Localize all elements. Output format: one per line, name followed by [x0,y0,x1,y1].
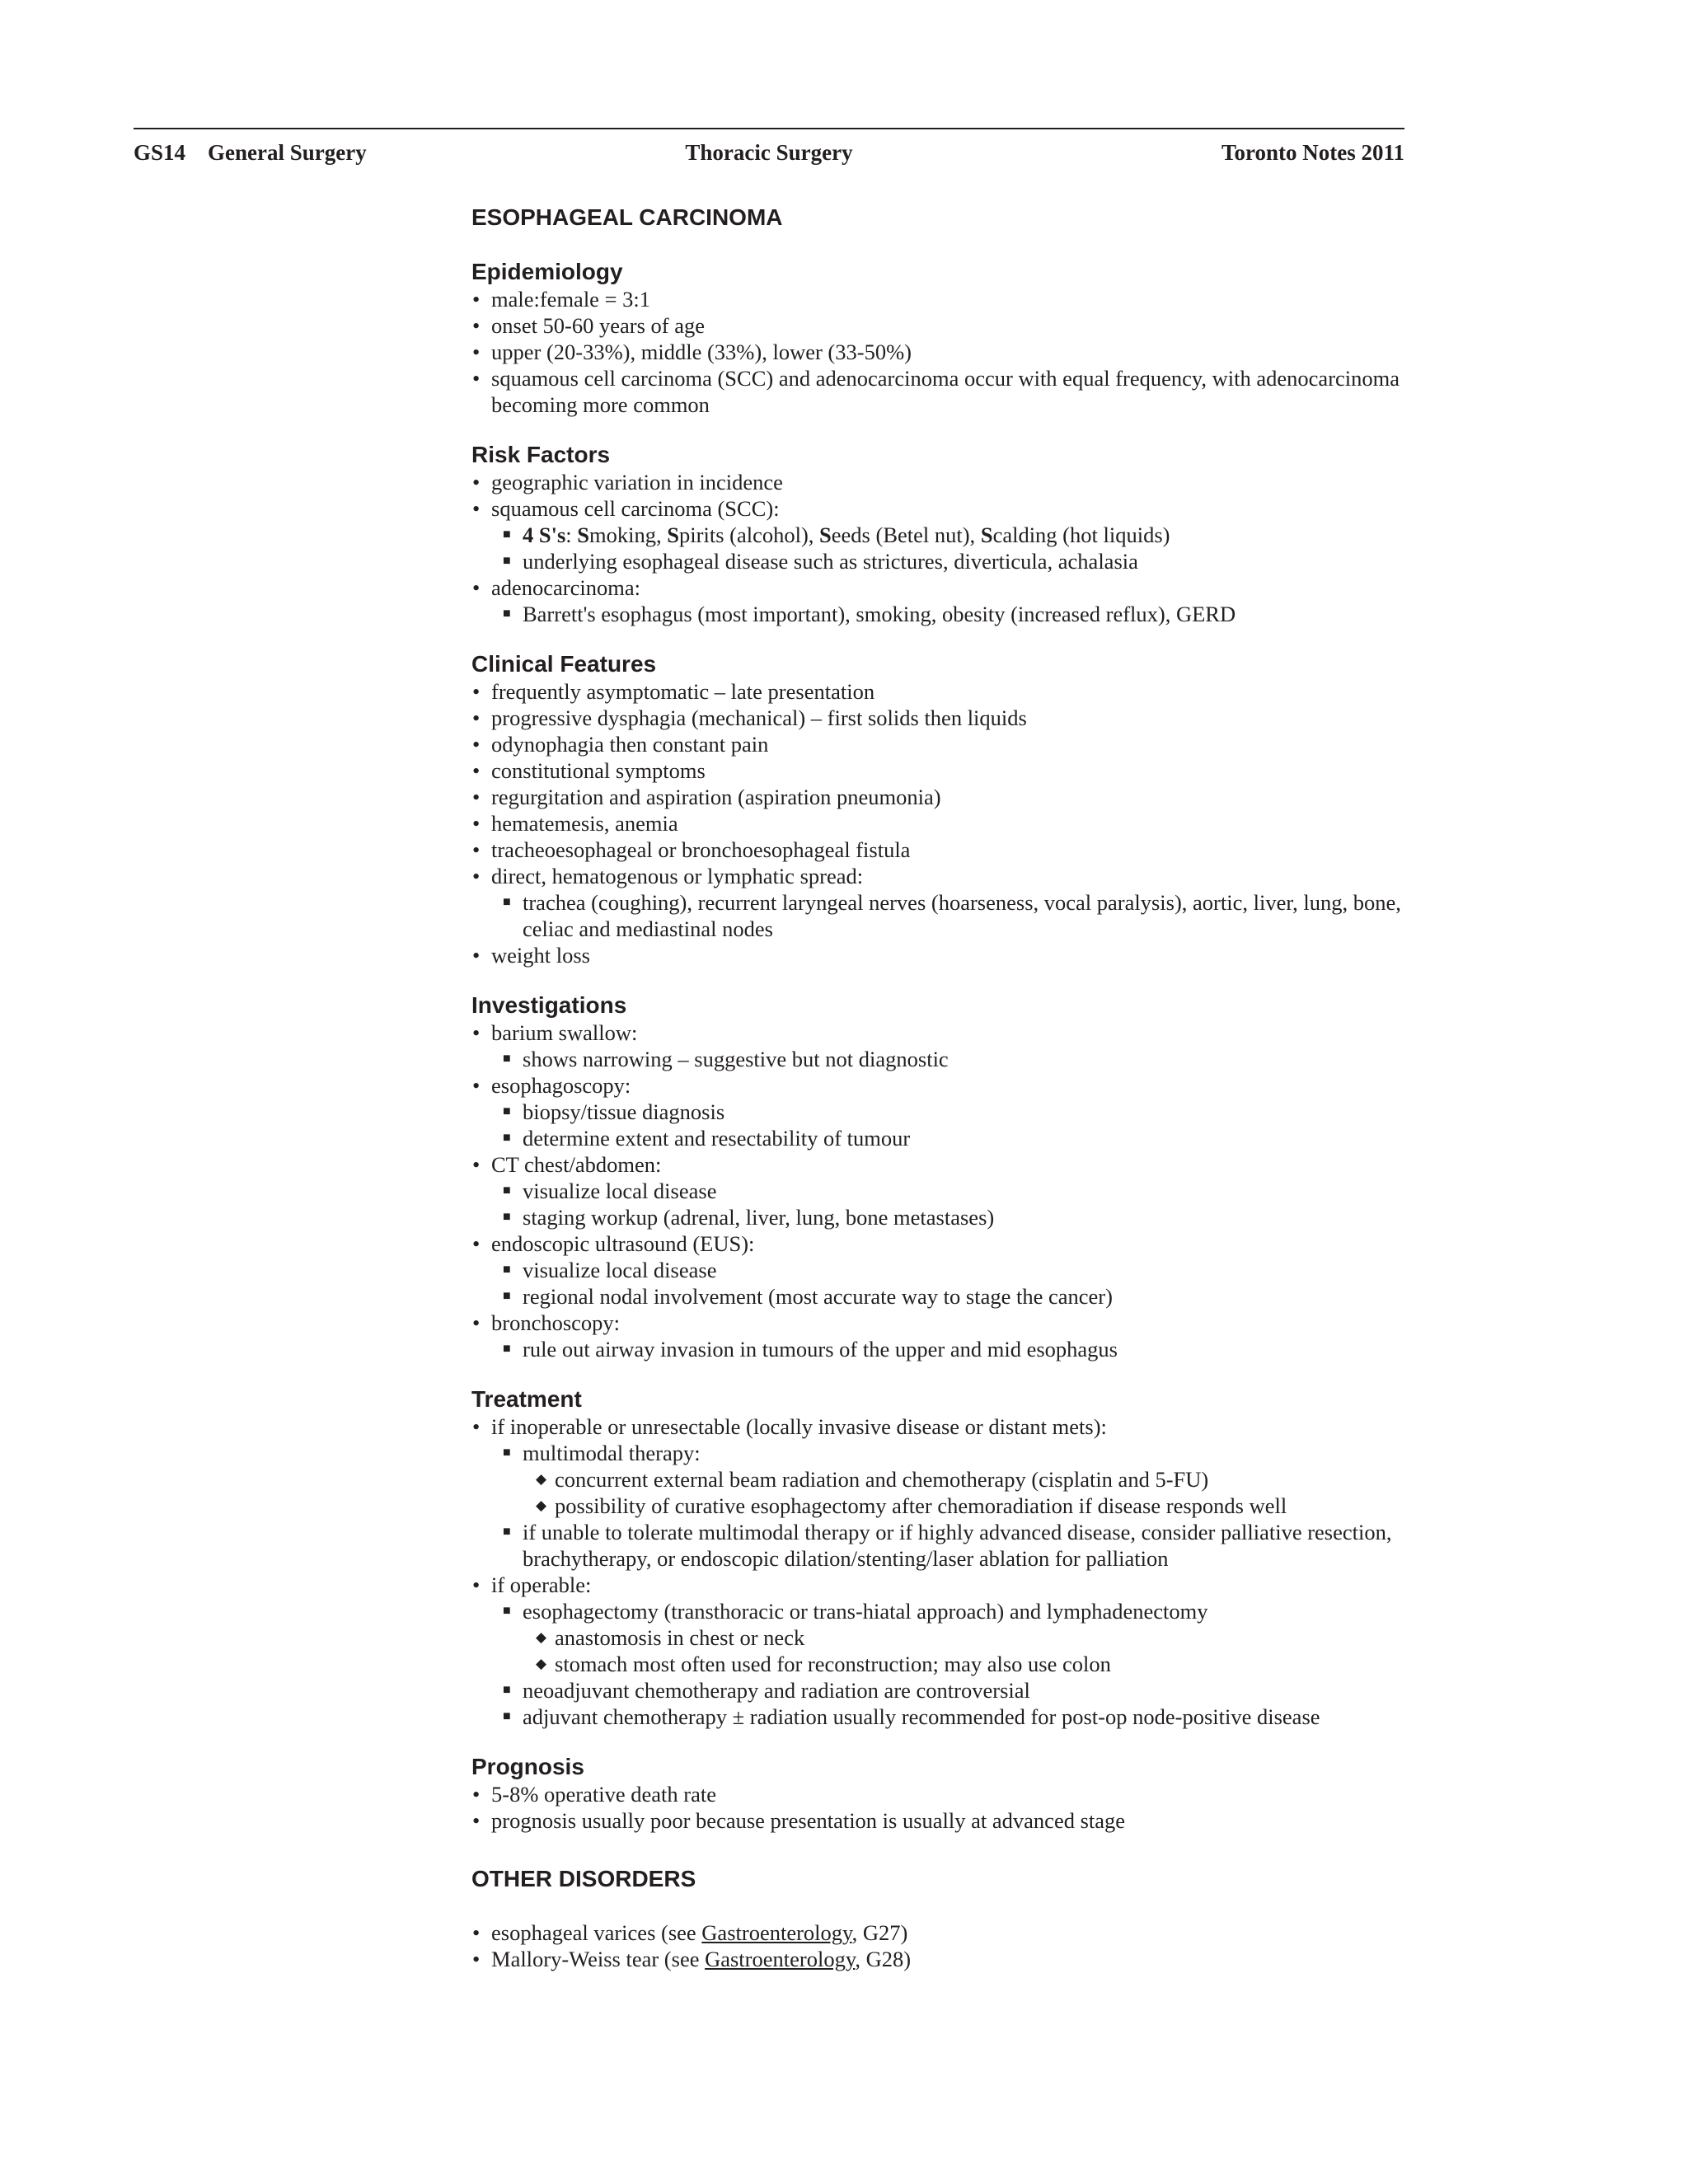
list-item [471,574,1419,601]
bullet-marker-icon: • [472,1073,481,1098]
list-item [471,1019,1419,1046]
item-text: visualize local disease [523,1258,717,1282]
bullet-marker-icon: • [472,1947,481,1971]
list-item [471,1178,1419,1204]
bullet-marker-icon: • [472,785,481,809]
other-disorders-list [471,1919,1419,1972]
bullet-marker-icon: ◆ [536,1656,547,1671]
list-item [471,1807,1419,1834]
list-item [471,1413,1419,1440]
list-item [471,1919,1419,1946]
bullet-marker-icon: • [472,758,481,783]
bullet-marker-icon: • [472,287,481,312]
item-text: frequently asymptomatic – late presentation [491,679,875,704]
list-item [471,837,1419,863]
section [471,1753,1419,1834]
item-text: adjuvant chemotherapy ± radiation usually recommended for post-op node-positive disease [523,1704,1320,1729]
list-item [471,548,1419,574]
list-item [471,1257,1419,1283]
list-item [471,1151,1419,1178]
bullet-marker-icon: • [472,366,481,391]
item-text: bronchoscopy: [491,1310,621,1335]
list-item [471,1046,1419,1072]
item-text: visualize local disease [523,1179,717,1203]
bullet-marker-icon: • [472,313,481,338]
bullet-marker-icon: ■ [503,1342,511,1356]
bullet-marker-icon: • [472,1920,481,1945]
list-item [471,1283,1419,1310]
list-item [471,1519,1419,1572]
bullet-marker-icon: • [472,837,481,862]
item-text: stomach most often used for reconstruction; may also use colon [555,1652,1111,1676]
list-item [471,1072,1419,1099]
item-text: adenocarcinoma: [491,575,640,600]
item-text: constitutional symptoms [491,758,706,783]
text-segment: pirits (alcohol), [679,523,820,547]
bullet-marker-icon: ■ [503,554,511,568]
page-title: ESOPHAGEAL CARCINOMA [471,204,783,230]
bullet-marker-icon: ■ [503,527,511,541]
item-text: underlying esophageal disease such as strictures, diverticula, achalasia [523,549,1138,574]
bullet-marker-icon: • [472,1231,481,1256]
cross-reference-link[interactable]: Gastroenterology [705,1947,856,1971]
item-text: neoadjuvant chemotherapy and radiation are controversial [523,1678,1030,1703]
bullet-marker-icon: • [472,496,481,521]
list-item [471,1781,1419,1807]
item-text: weight loss [491,943,590,968]
bullet-marker-icon: ■ [503,1289,511,1303]
bullet-marker-icon: ■ [503,895,511,909]
text-segment: , G28) [855,1947,912,1971]
item-text: squamous cell carcinoma (SCC): [491,496,780,521]
section-heading: Prognosis [471,1754,584,1779]
item-text: prognosis usually poor because presentation is usually at advanced stage [491,1808,1126,1833]
bullet-marker-icon: • [472,575,481,600]
text-segment: , G27) [851,1920,908,1945]
item-text: if unable to tolerate multimodal therapy or if highly advanced disease, consider palliative resection, brachytherapy, or endoscopic dilation/stenting/laser ablation for palliation [523,1520,1392,1571]
text-segment: : [565,523,578,547]
bullet-marker-icon: • [472,732,481,757]
list-item [471,601,1419,627]
list-item [471,1466,1419,1493]
list-item [471,495,1419,522]
bullet-marker-icon: • [472,1310,481,1335]
edition-label: Toronto Notes 2011 [1221,140,1404,165]
section [471,991,1419,1362]
item-text: 5-8% operative death rate [491,1782,716,1807]
list-item [471,942,1419,968]
bullet-marker-icon: • [472,470,481,494]
text-segment: eeds (Betel nut), [831,523,981,547]
section-heading: Treatment [471,1386,582,1412]
item-text: upper (20-33%), middle (33%), lower (33-50%) [491,340,912,364]
section-heading: Epidemiology [471,259,623,284]
list-item [471,1624,1419,1651]
item-text: esophagoscopy: [491,1073,631,1098]
page-code: GS14 [134,140,186,165]
section-heading: Clinical Features [471,651,657,677]
bullet-marker-icon: ◆ [536,1629,547,1645]
bullet-marker-icon: ◆ [536,1471,547,1487]
item-text: esophagectomy (transthoracic or trans-hiatal approach) and lymphadenectomy [523,1599,1208,1624]
book-title: General Surgery [208,140,367,165]
item-text: Barrett's esophagus (most important), smoking, obesity (increased reflux), GERD [523,602,1236,626]
list-item [471,1204,1419,1230]
bullet-marker-icon: • [472,943,481,968]
item-text: staging workup (adrenal, liver, lung, bone metastases) [523,1205,995,1230]
section [471,650,1419,968]
list-item [471,522,1419,548]
list-item [471,1310,1419,1336]
section-heading: Risk Factors [471,442,611,467]
item-text: concurrent external beam radiation and chemotherapy (cisplatin and 5-FU) [555,1467,1209,1492]
list-item [471,1230,1419,1257]
list-item [471,1099,1419,1125]
bullet-marker-icon: ■ [503,1709,511,1723]
section [471,441,1419,627]
item-text: if operable: [491,1572,592,1597]
text-segment: calding (hot liquids) [992,523,1170,547]
text-segment: Mallory-Weiss tear (see [491,1947,706,1971]
item-text: direct, hematogenous or lymphatic spread: [491,864,864,888]
list-item [471,705,1419,731]
bullet-marker-icon: ■ [503,1446,511,1460]
item-text: if inoperable or unresectable (locally invasive disease or distant mets): [491,1414,1107,1439]
list-item [471,339,1419,365]
chapter-title: Thoracic Surgery [685,140,853,165]
list-item [471,731,1419,757]
item-text: trachea (coughing), recurrent laryngeal nerves (hoarseness, vocal paralysis), aortic, liver, lung, bone, celiac and mediastinal nodes [523,890,1401,941]
bullet-marker-icon: • [472,1782,481,1807]
item-text: hematemesis, anemia [491,811,678,836]
bullet-marker-icon: ■ [503,1210,511,1224]
list-item [471,1493,1419,1519]
list-item [471,810,1419,837]
list-item [471,1677,1419,1704]
item-text: rule out airway invasion in tumours of the upper and mid esophagus [523,1337,1118,1361]
list-item [471,365,1419,418]
text-segment: S [667,523,680,547]
bullet-marker-icon: • [472,1414,481,1439]
list-item [471,1125,1419,1151]
item-text: shows narrowing – suggestive but not diagnostic [523,1047,949,1071]
list-item [471,286,1419,312]
item-text: determine extent and resectability of tumour [523,1126,911,1151]
list-item [471,1440,1419,1466]
bullet-marker-icon: • [472,864,481,888]
bullet-marker-icon: ■ [503,607,511,621]
bullet-marker-icon: • [472,1572,481,1597]
list-item [471,678,1419,705]
list-item [471,1572,1419,1598]
bullet-marker-icon: ■ [503,1052,511,1066]
bullet-marker-icon: ■ [503,1263,511,1277]
text-segment: S [980,523,993,547]
text-segment: esophageal varices (see [491,1920,702,1945]
other-disorders-title: OTHER DISORDERS [471,1866,696,1891]
item-text: possibility of curative esophagectomy after chemoradiation if disease responds well [555,1493,1287,1518]
bullet-marker-icon: • [472,340,481,364]
list-item [471,1704,1419,1730]
text-segment: 4 S's [523,523,566,547]
bullet-marker-icon: ◆ [536,1497,547,1513]
list-item [471,757,1419,784]
item-text: endoscopic ultrasound (EUS): [491,1231,755,1256]
item-text: geographic variation in incidence [491,470,783,494]
item-text: biopsy/tissue diagnosis [523,1099,725,1124]
bullet-marker-icon: • [472,705,481,730]
text-segment: S [819,523,832,547]
section [471,258,1419,418]
section-heading: Investigations [471,992,627,1018]
item-text: anastomosis in chest or neck [555,1625,805,1650]
list-item [471,1946,1419,1972]
bullet-marker-icon: • [472,1152,481,1177]
running-header [134,128,1404,171]
item-text: squamous cell carcinoma (SCC) and adenocarcinoma occur with equal frequency, with adenocarcinoma becoming more common [491,366,1400,417]
item-text: odynophagia then constant pain [491,732,769,757]
list-item [471,863,1419,889]
list-item [471,1598,1419,1624]
list-item [471,312,1419,339]
item-text: multimodal therapy: [523,1441,701,1465]
cross-reference-link[interactable]: Gastroenterology [701,1920,852,1945]
item-text: regurgitation and aspiration (aspiration pneumonia) [491,785,941,809]
list-item [471,784,1419,810]
item-text: regional nodal involvement (most accurate way to stage the cancer) [523,1284,1113,1309]
item-text: tracheoesophageal or bronchoesophageal fistula [491,837,911,862]
bullet-marker-icon: ■ [503,1183,511,1197]
bullet-marker-icon: • [472,679,481,704]
list-item [471,889,1419,942]
item-text: onset 50-60 years of age [491,313,706,338]
list-item [471,1336,1419,1362]
list-item [471,1651,1419,1677]
list-item [471,469,1419,495]
section [471,1385,1419,1730]
bullet-marker-icon: ■ [503,1131,511,1145]
item-text: male:female = 3:1 [491,287,651,312]
item-text: barium swallow: [491,1020,638,1045]
item-text: progressive dysphagia (mechanical) – first solids then liquids [491,705,1027,730]
page-content [471,203,1419,1972]
item-text: CT chest/abdomen: [491,1152,662,1177]
bullet-marker-icon: • [472,811,481,836]
bullet-marker-icon: ■ [503,1104,511,1118]
text-segment: moking, [589,523,668,547]
bullet-marker-icon: • [472,1020,481,1045]
text-segment: S [577,523,590,547]
bullet-marker-icon: • [472,1808,481,1833]
bullet-marker-icon: ■ [503,1604,511,1618]
sections-container [471,258,1419,1834]
bullet-marker-icon: ■ [503,1525,511,1539]
bullet-marker-icon: ■ [503,1683,511,1697]
